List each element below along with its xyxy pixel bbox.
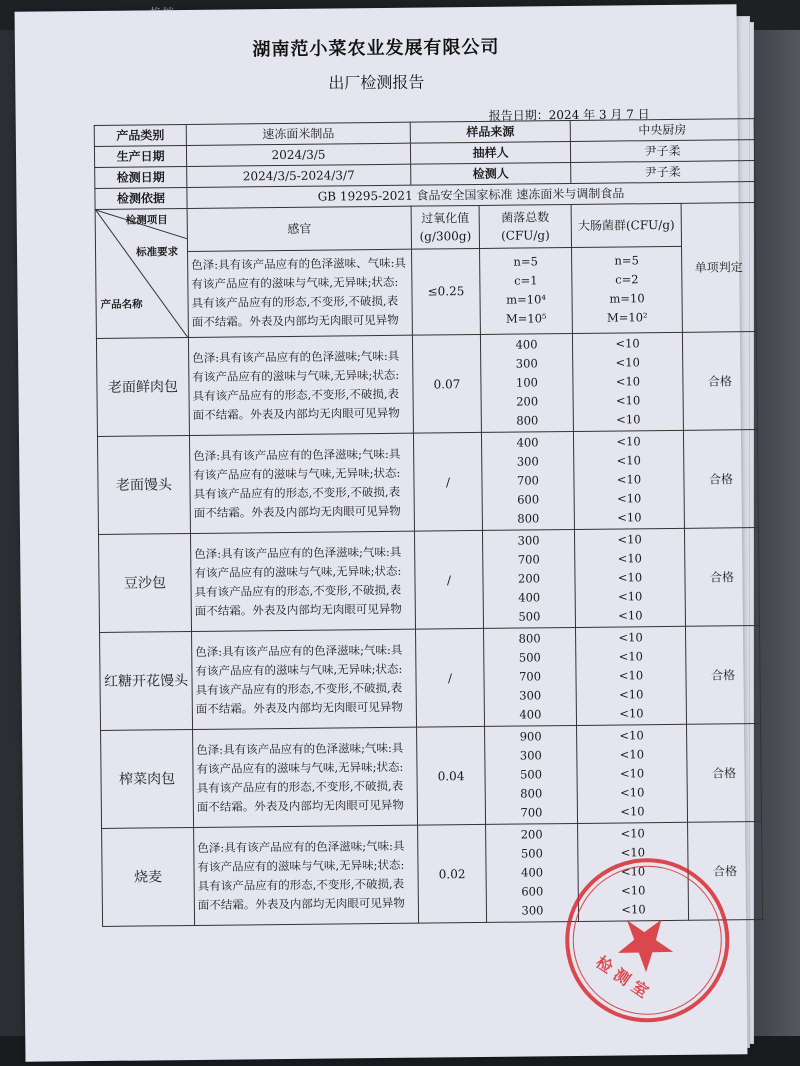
product-colony xyxy=(481,431,574,530)
coliform-value: <10 xyxy=(619,687,644,702)
inspection-table xyxy=(94,118,763,927)
coliform-value: <10 xyxy=(618,608,643,623)
svg-text:检 测 室: 检 测 室 xyxy=(592,952,652,1002)
coliform-value: <10 xyxy=(620,804,645,819)
product-peroxide: 0.07 xyxy=(412,334,481,433)
coliform-value: <10 xyxy=(621,883,646,898)
colony-value: 300 xyxy=(519,688,542,703)
standard-sensory: 色泽:具有该产品应有的色泽滋味、气味:具有该产品应有的滋味与气味,无异味;状态:具有该产品应有的形态,不变形,不破损,表面不结霜。外表及内部均无肉眼可见异物 xyxy=(188,249,413,338)
product-sensory: 色泽:具有该产品应有的色泽滋味;气味:具有该产品应有的滋味与气味,无异味;状态:具有该产品应有的形态,不变形,不破损,表面不结霜。外表及内部均无肉眼可见异物 xyxy=(189,433,414,533)
standard-coliform-line: m=10 xyxy=(609,291,645,306)
colony-value: 300 xyxy=(516,454,539,469)
corner-product-label: 产品名称 xyxy=(100,298,143,311)
coliform-value: <10 xyxy=(618,668,644,683)
colony-value: 400 xyxy=(515,337,538,352)
sampler-label: 抽样人 xyxy=(410,141,570,164)
inspector-value: 尹子柔 xyxy=(571,161,755,184)
corner-item-label: 检测项目 xyxy=(125,214,168,227)
inspector-label: 检测人 xyxy=(411,162,571,185)
product-peroxide: / xyxy=(416,628,485,727)
product-row xyxy=(100,626,761,731)
standard-peroxide: ≤0.25 xyxy=(412,248,481,335)
coliform-value: <10 xyxy=(616,472,642,487)
colony-value: 700 xyxy=(517,552,540,567)
product-coliform xyxy=(574,528,685,627)
inspection-label: 检测日期 xyxy=(95,167,187,189)
colony-value: 400 xyxy=(519,707,542,722)
product-row xyxy=(97,430,758,535)
coliform-value: <10 xyxy=(620,826,645,841)
coliform-value: <10 xyxy=(615,393,641,408)
product-coliform xyxy=(576,626,687,725)
coliform-value: <10 xyxy=(617,570,643,585)
category-label: 产品类别 xyxy=(94,125,186,147)
coliform-value: <10 xyxy=(621,902,646,917)
coliform-value: <10 xyxy=(616,434,641,449)
coliform-value: <10 xyxy=(618,630,643,645)
report-date: 报告日期：2024 年 3 月 7 日 xyxy=(488,107,650,123)
production-value: 2024/3/5 xyxy=(186,143,410,166)
coliform-value: <10 xyxy=(619,706,644,721)
product-row xyxy=(96,332,757,437)
product-name: 烧麦 xyxy=(102,827,195,926)
colony-value: 200 xyxy=(517,571,541,586)
colony-value: 400 xyxy=(516,435,539,450)
colony-value: 800 xyxy=(516,413,539,428)
colony-value: 200 xyxy=(520,827,543,842)
product-name: 豆沙包 xyxy=(98,533,191,632)
coliform-value: <10 xyxy=(616,412,641,427)
coliform-value: <10 xyxy=(615,355,640,370)
product-verdict: 合格 xyxy=(686,626,761,725)
sensory-header: 感官 xyxy=(187,206,411,251)
standard-colony-line: c=1 xyxy=(514,273,538,288)
colony-header: 菌落总数(CFU/g) xyxy=(479,204,571,248)
coliform-value: <10 xyxy=(617,510,642,525)
colony-value: 200 xyxy=(516,394,539,409)
product-colony xyxy=(482,529,575,628)
product-sensory: 色泽:具有该产品应有的色泽滋味;气味:具有该产品应有的滋味与气味,无异味;状态:具有该产品应有的形态,不变形,不破损,表面不结霜。外表及内部均无肉眼可见异物 xyxy=(188,335,413,435)
colony-value: 700 xyxy=(520,805,543,820)
colony-value: 500 xyxy=(518,609,541,624)
column-header-row xyxy=(95,203,755,253)
category-value: 速冻面米制品 xyxy=(186,122,410,145)
colony-value: 300 xyxy=(519,748,542,763)
product-sensory: 色泽:具有该产品应有的色泽滋味;气味:具有该产品应有的滋味与气味,无异味;状态:具有该产品应有的形态,不变形,不破损,表面不结霜。外表及内部均无肉眼可见异物 xyxy=(193,727,418,827)
colony-value: 700 xyxy=(518,669,542,684)
product-name: 老面馒头 xyxy=(97,436,190,535)
standard-colony-line: m=10⁴ xyxy=(506,292,547,307)
inspection-value: 2024/3/5-2024/3/7 xyxy=(187,164,411,187)
product-verdict: 合格 xyxy=(683,430,758,529)
colony-value: 400 xyxy=(518,590,541,605)
corner-standard-label: 标准要求 xyxy=(135,246,179,259)
coliform-value: <10 xyxy=(615,374,641,389)
product-row xyxy=(101,724,762,829)
product-verdict: 合格 xyxy=(687,724,762,823)
colony-value: 800 xyxy=(517,511,540,526)
source-value: 中央厨房 xyxy=(570,119,754,142)
standard-coliform-line: M=10² xyxy=(606,310,648,325)
red-company-seal xyxy=(561,854,733,1026)
colony-value: 700 xyxy=(516,473,540,488)
product-colony xyxy=(480,333,573,432)
product-colony xyxy=(484,627,577,726)
product-coliform xyxy=(573,430,684,529)
coliform-value: <10 xyxy=(618,649,644,664)
standard-colony-line: M=10⁵ xyxy=(505,311,547,326)
corner-cell xyxy=(95,209,188,339)
product-peroxide: / xyxy=(413,432,482,531)
product-row xyxy=(98,528,759,633)
product-rows xyxy=(96,332,762,927)
colony-value: 600 xyxy=(521,884,544,899)
colony-value: 500 xyxy=(518,650,541,665)
product-name: 老面鲜肉包 xyxy=(96,338,189,437)
colony-value: 500 xyxy=(519,767,543,782)
standard-colony xyxy=(480,247,573,334)
product-peroxide: 0.04 xyxy=(417,726,486,825)
product-name: 榨菜肉包 xyxy=(101,729,194,828)
coliform-value: <10 xyxy=(616,491,642,506)
product-peroxide: / xyxy=(414,530,483,629)
colony-value: 800 xyxy=(518,631,541,646)
sampler-value: 尹子柔 xyxy=(570,140,754,163)
report-sheet xyxy=(15,4,748,1062)
coliform-value: <10 xyxy=(620,785,645,800)
coliform-value: <10 xyxy=(617,589,643,604)
coliform-value: <10 xyxy=(620,845,646,860)
coliform-value: <10 xyxy=(617,551,643,566)
coliform-value: <10 xyxy=(617,532,642,547)
product-verdict: 合格 xyxy=(682,332,757,431)
coliform-header: 大肠菌群(CFU/g) xyxy=(571,203,681,247)
coliform-value: <10 xyxy=(620,864,646,879)
product-name: 红糖开花馒头 xyxy=(100,631,193,730)
product-verdict: 合格 xyxy=(688,822,763,921)
peroxide-header: 过氧化值(g/300g) xyxy=(411,205,479,248)
product-colony xyxy=(485,725,578,824)
product-verdict: 合格 xyxy=(684,528,759,627)
production-label: 生产日期 xyxy=(94,146,186,168)
colony-value: 500 xyxy=(520,846,543,861)
coliform-value: <10 xyxy=(619,766,645,781)
product-peroxide: 0.02 xyxy=(418,824,487,923)
standard-coliform-line: c=2 xyxy=(615,272,639,287)
product-sensory: 色泽:具有该产品应有的色泽滋味;气味:具有该产品应有的滋味与气味,无异味;状态:具有该产品应有的形态,不变形,不破损,表面不结霜。外表及内部均无肉眼可见异物 xyxy=(194,825,419,925)
coliform-value: <10 xyxy=(616,453,641,468)
product-sensory: 色泽:具有该产品应有的色泽滋味;气味:具有该产品应有的滋味与气味,无异味;状态:具有该产品应有的形态,不变形,不破损,表面不结霜。外表及内部均无肉眼可见异物 xyxy=(192,629,417,729)
source-label: 样品来源 xyxy=(410,120,570,143)
colony-value: 300 xyxy=(517,533,540,548)
colony-value: 600 xyxy=(517,492,540,507)
company-name: 湖南范小菜农业发展有限公司 xyxy=(252,36,500,61)
report-title: 出厂检测报告 xyxy=(328,72,425,93)
colony-value: 400 xyxy=(521,865,544,880)
coliform-value: <10 xyxy=(619,747,645,762)
product-sensory: 色泽:具有该产品应有的色泽滋味;气味:具有该产品应有的滋味与气味,无异味;状态:具有该产品应有的形态,不变形,不破损,表面不结霜。外表及内部均无肉眼可见异物 xyxy=(190,531,415,631)
standard-coliform xyxy=(572,246,683,334)
colony-value: 800 xyxy=(520,786,543,801)
product-coliform xyxy=(572,332,683,431)
verdict-header: 单项判定 xyxy=(681,203,756,333)
colony-value: 100 xyxy=(515,375,538,390)
colony-value: 900 xyxy=(519,729,542,744)
standard-row xyxy=(96,245,757,338)
product-coliform xyxy=(577,724,688,823)
colony-value: 300 xyxy=(515,356,538,371)
standard-colony-line: n=5 xyxy=(513,254,538,269)
coliform-value: <10 xyxy=(619,728,644,743)
basis-value: GB 19295-2021 食品安全国家标准 速冻面米与调制食品 xyxy=(187,182,755,209)
colony-value: 300 xyxy=(521,903,544,918)
standard-coliform-line: n=5 xyxy=(614,253,639,268)
basis-label: 检测依据 xyxy=(95,188,187,210)
coliform-value: <10 xyxy=(615,336,640,351)
